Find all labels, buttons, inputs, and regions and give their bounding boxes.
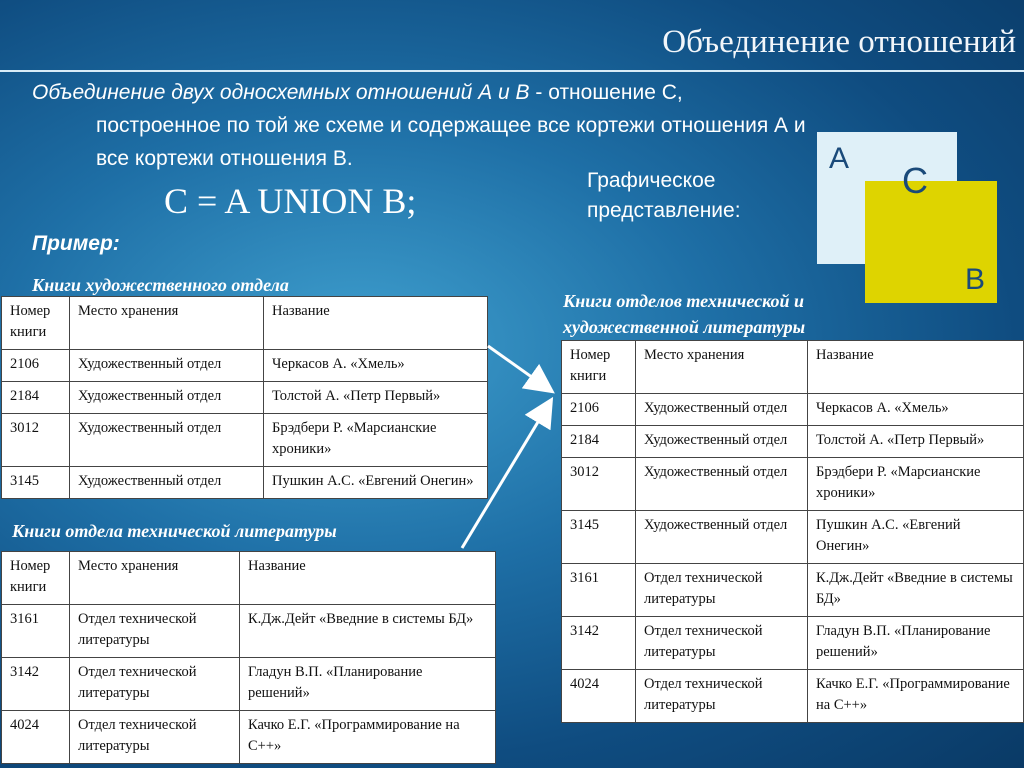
table-cell: 3012 xyxy=(562,458,636,511)
header-cell: Номер книги xyxy=(562,341,636,394)
table-cell: Отдел технической литературы xyxy=(636,670,808,723)
art-table-caption: Книги художественного отдела xyxy=(32,275,289,295)
table-cell: Черкасов А. «Хмель» xyxy=(808,394,1024,426)
table-cell: Гладун В.П. «Планирование решений» xyxy=(240,658,496,711)
table-cell: К.Дж.Дейт «Введние в системы БД» xyxy=(808,564,1024,617)
header-cell: Место хранения xyxy=(70,552,240,605)
set-c-label: C xyxy=(902,160,928,201)
table-cell: 2106 xyxy=(562,394,636,426)
table-cell: Отдел технической литературы xyxy=(636,564,808,617)
header-cell: Название xyxy=(264,297,488,350)
graphic-representation-label: Графическое представление: xyxy=(587,169,741,222)
union-table-caption-line-2: художественной литературы xyxy=(563,317,806,337)
definition-line-3: все кортежи отношения В. xyxy=(96,147,353,170)
table-cell: 2184 xyxy=(2,382,70,414)
table-cell: Художественный отдел xyxy=(70,467,264,499)
table-cell: Пушкин А.С. «Евгений Онегин» xyxy=(808,511,1024,564)
table-cell: 4024 xyxy=(562,670,636,723)
table-cell: Толстой А. «Петр Первый» xyxy=(264,382,488,414)
table-cell: Качко Е.Г. «Программирование на С++» xyxy=(240,711,496,764)
arrow-from-art-table xyxy=(488,346,550,390)
table-cell: 4024 xyxy=(2,711,70,764)
table-cell: Толстой А. «Петр Первый» xyxy=(808,426,1024,458)
definition-line-2: построенное по той же схеме и содержащее все кортежи отношения А и xyxy=(96,114,806,137)
set-b-label: B xyxy=(965,263,986,296)
table-cell: Художественный отдел xyxy=(70,414,264,467)
table-cell: Брэдбери Р. «Марсианские хроники» xyxy=(808,458,1024,511)
header-cell: Номер книги xyxy=(2,552,70,605)
header-cell: Место хранения xyxy=(636,341,808,394)
table-cell: 3145 xyxy=(562,511,636,564)
union-table-caption-line-1: Книги отделов технической и xyxy=(563,291,805,311)
table-cell: Художественный отдел xyxy=(636,426,808,458)
definition-term: Объединение двух односхемных отношений А и В xyxy=(32,81,530,104)
table-cell: Художественный отдел xyxy=(70,382,264,414)
table-cell: 3012 xyxy=(2,414,70,467)
definition-rest: - отношение С, xyxy=(529,81,683,104)
table-cell: Гладун В.П. «Планирование решений» xyxy=(808,617,1024,670)
table-cell: Отдел технической литературы xyxy=(70,605,240,658)
table-cell: 3142 xyxy=(562,617,636,670)
table-cell: Художественный отдел xyxy=(636,458,808,511)
header-cell: Номер книги xyxy=(2,297,70,350)
slide-title: Объединение отношений xyxy=(662,24,1016,60)
table-cell: Отдел технической литературы xyxy=(70,711,240,764)
arrow-from-tech-table xyxy=(462,402,550,548)
table-cell: 3161 xyxy=(2,605,70,658)
table-cell: Черкасов А. «Хмель» xyxy=(264,350,488,382)
table-cell: Художественный отдел xyxy=(636,394,808,426)
table-cell: Отдел технической литературы xyxy=(70,658,240,711)
table-cell: 3142 xyxy=(2,658,70,711)
table-cell: Брэдбери Р. «Марсианские хроники» xyxy=(264,414,488,467)
table-cell: Художественный отдел xyxy=(70,350,264,382)
table-cell: Пушкин А.С. «Евгений Онегин» xyxy=(264,467,488,499)
tech-table-caption: Книги отдела технической литературы xyxy=(12,521,337,541)
table-cell: Отдел технической литературы xyxy=(636,617,808,670)
table-cell: 3161 xyxy=(562,564,636,617)
table-cell: 2184 xyxy=(562,426,636,458)
header-cell: Название xyxy=(808,341,1024,394)
header-cell: Название xyxy=(240,552,496,605)
header-cell: Место хранения xyxy=(70,297,264,350)
example-label: Пример: xyxy=(32,232,120,255)
set-a-label: A xyxy=(829,142,850,175)
table-cell: 3145 xyxy=(2,467,70,499)
table-cell: Художественный отдел xyxy=(636,511,808,564)
table-cell: К.Дж.Дейт «Введние в системы БД» xyxy=(240,605,496,658)
table-cell: Качко Е.Г. «Программирование на С++» xyxy=(808,670,1024,723)
table-cell: 2106 xyxy=(2,350,70,382)
union-formula: C = A UNION B; xyxy=(164,181,417,221)
